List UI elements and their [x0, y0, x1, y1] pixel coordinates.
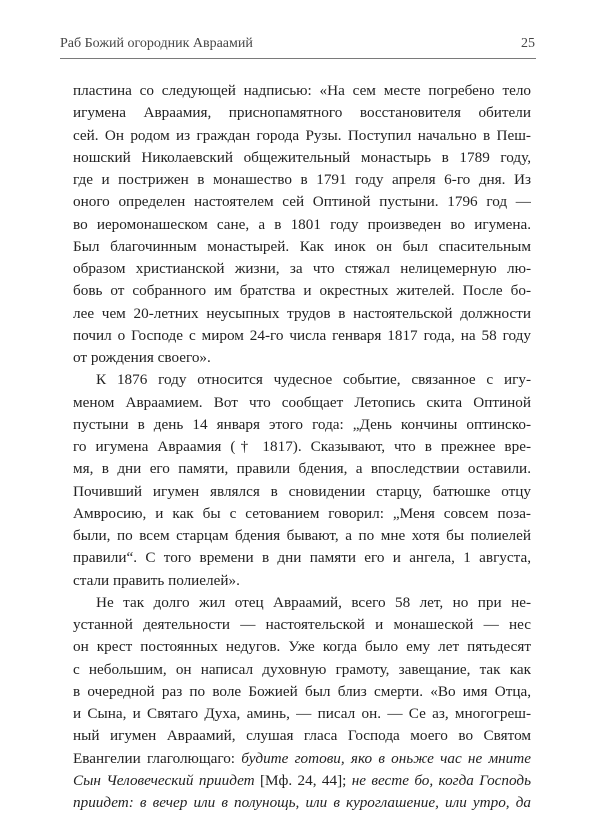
text-line	[73, 792, 531, 814]
text-line: от рождения своего».	[73, 349, 211, 366]
text-line: устанной деятельности — настоятельской и монашеской — нес	[73, 616, 531, 633]
italic-quote: не весте бо, когда Господь	[351, 771, 531, 789]
text-line: пластина со следующей надписью: «На сем месте погребено тело	[73, 82, 531, 99]
running-head	[60, 36, 535, 56]
italic-quote: приидет: в вечер или в полунощь, или в куроглашение, или утро, да	[73, 794, 531, 811]
text-line: он крест постоянных недугов. Уже когда было ему лет пятьдесят	[73, 638, 531, 656]
page-number: 25	[521, 36, 535, 51]
italic-quote: Сын Человеческий приидет	[73, 771, 255, 789]
italic-quote: будите готови, яко в оньже час не мните	[241, 749, 531, 767]
text-line: Не так долго жил отец Авраамий, всего 58 лет, но при не-	[96, 593, 531, 611]
text-line: Почивший игумен являлся в сновидении старцу, батюшке отцу	[73, 482, 531, 500]
text-line: были, по всем старцам бдения бывают, а по мне хотя бы полиелей	[73, 527, 531, 544]
text-line: лее чем 20-летних неусыпных трудов в настоятельской должности	[73, 304, 531, 322]
text-line: Амвросию, и как бы с сетованием говорил: „Меня совсем поза-	[73, 504, 531, 522]
text-line: бовь от собранного им братства и окрестных жителей. После бо-	[73, 282, 531, 300]
text-line: пустыни в день 14 января этого года: „День кончины оптинско-	[73, 415, 531, 433]
scripture-reference: [Мф. 24, 44];	[254, 771, 352, 789]
text-line: и Сына, и Святаго Духа, аминь, — писал он. — Се аз, многогреш-	[73, 705, 531, 722]
text-line: ношский Николаевский общежительный монастырь в 1789 году,	[73, 148, 531, 166]
text-line: во иеромонашеском сане, а в 1801 году произведен во игумена.	[73, 215, 531, 233]
text-line: стали править полиелей».	[73, 571, 240, 589]
text-line: сей. Он родом из граждан города Рузы. Поступил начально в Пеш-	[73, 126, 531, 144]
text-segment: Евангелии глаголющаго:	[73, 749, 242, 767]
header-rule	[60, 58, 536, 59]
text-line: образом христианской жизни, за что стяжал нелицемерную лю-	[73, 260, 531, 277]
text-line	[73, 770, 531, 792]
text-line: Был благочинным монастырей. Как инок он был спасительным	[73, 237, 531, 255]
text-line: игумена Авраамия, приснопамятного восстановителя обители	[73, 104, 531, 122]
text-line: в очередной раз по воле Божией был близ смерти. «Во имя Отца,	[73, 682, 531, 700]
body-text	[73, 80, 531, 814]
text-line: почил о Господе с миром 24-го числа генваря 1817 года, на 58 году	[73, 326, 531, 344]
text-line: го игумена Авраамия († 1817). Сказывают, что в прежнее вре-	[73, 438, 531, 455]
text-line: с небольшим, он написал духовную грамоту, завещание, так как	[73, 660, 531, 678]
text-line: где и пострижен в монашество в 1791 году апреля 6-го дня. Из	[73, 171, 531, 188]
text-line: правили“. С того времени в дни памяти его и ангела, 1 августа,	[73, 549, 531, 567]
running-title: Раб Божий огородник Авраамий	[60, 36, 253, 51]
text-line: мя, в дни его памяти, правили бдения, а впоследствии оставили.	[73, 460, 531, 478]
text-line: меном Авраамием. Вот что сообщает Летопись скита Оптиной	[73, 393, 531, 411]
text-line: оного определен настоятелем сей Оптиной пустыни. 1796 год —	[73, 193, 531, 211]
text-line	[73, 748, 531, 770]
text-line: ный игумен Авраамий, слушая гласа Господа моего во Святом	[73, 727, 531, 745]
text-line: К 1876 году относится чудесное событие, связанное с игу-	[96, 371, 531, 389]
